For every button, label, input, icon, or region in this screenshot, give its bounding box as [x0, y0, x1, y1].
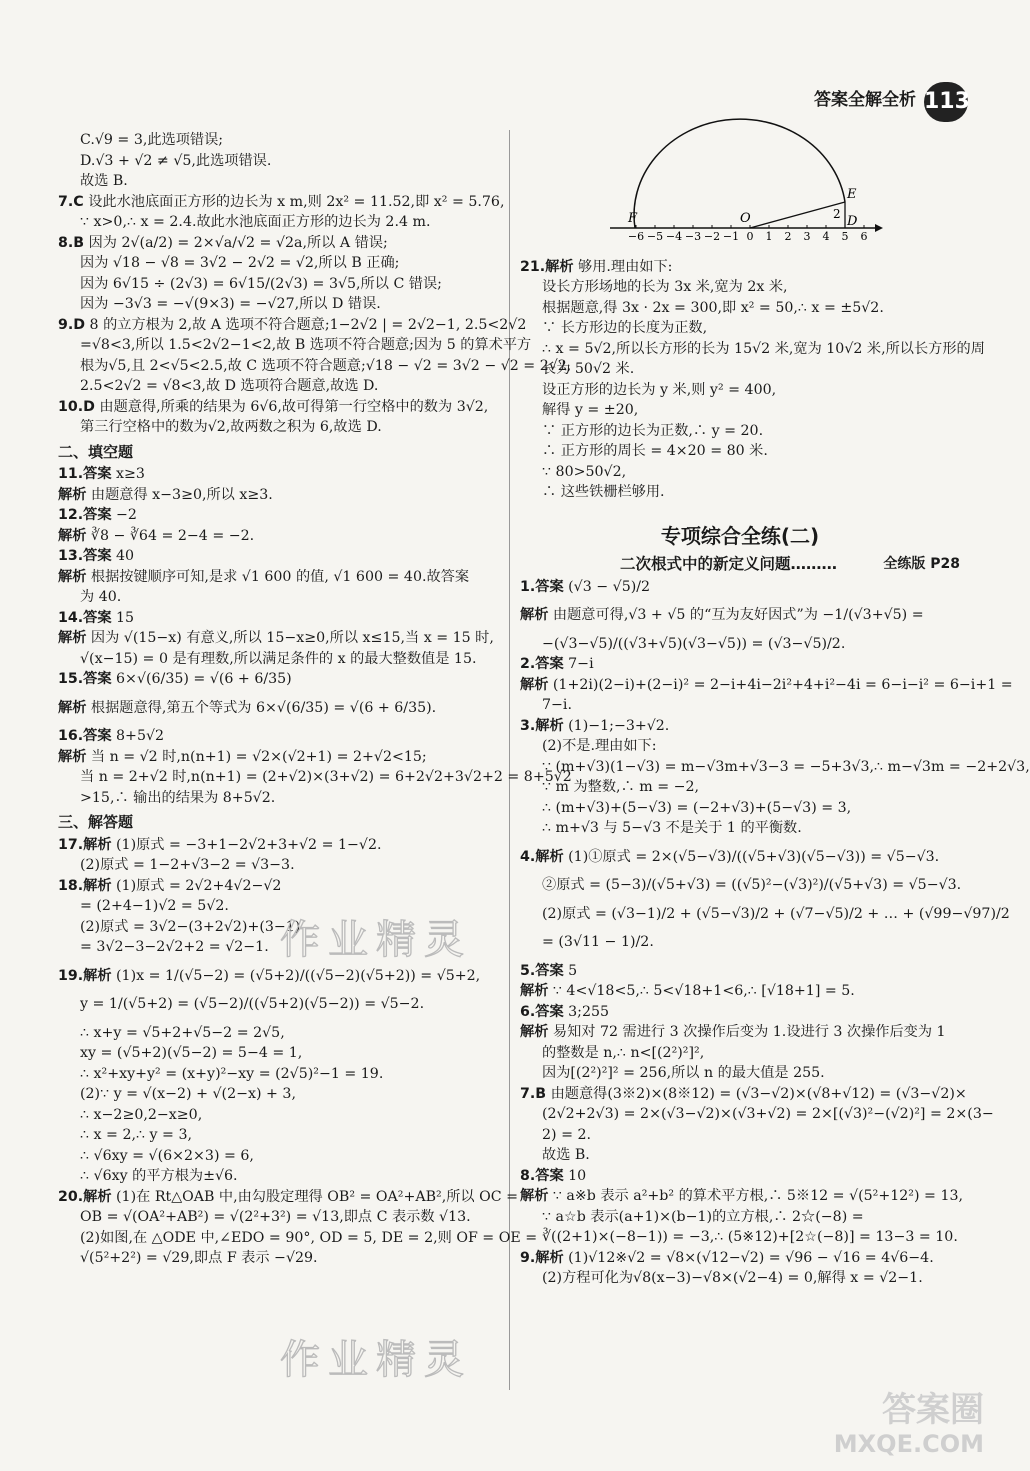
line-text: 7−i [563, 656, 594, 672]
tick-label: 4 [822, 230, 830, 243]
text-line [58, 1105, 498, 1126]
line-text: ∴ √6xy 的平方根为±√6. [80, 1168, 238, 1184]
spacer [58, 690, 498, 698]
line-text: −(√3−√5)/((√3+√5)(√3−√5)) = (√3−√5)/2. [542, 635, 846, 652]
line-text: ∴ √6xy = √(6×2×3) = 6, [80, 1147, 254, 1164]
question-number: 7.B [520, 1085, 547, 1102]
spacer [58, 718, 498, 726]
special-title: 专项综合全练(二) [660, 523, 820, 548]
text-line [520, 1268, 960, 1289]
text-line [520, 359, 960, 380]
line-text: 因为 √(15−x) 有意义,所以 15−x≥0,所以 x≤15,当 x = 15 时, [86, 630, 494, 646]
edition-tag: 全练版 P28 [883, 555, 960, 572]
text-line [58, 212, 498, 233]
line-text: ∴ (m+√3)+(5−√3) = (−2+√3)+(5−√3) = 3, [542, 799, 852, 816]
axis-arrow [875, 224, 883, 232]
text-line [520, 577, 960, 598]
label-O: O [740, 211, 751, 226]
question-number: 10.D [58, 398, 95, 415]
text-line [58, 876, 498, 897]
text-line [520, 1166, 960, 1187]
text-line [520, 1227, 960, 1248]
line-text: xy = (√5+2)(√5−2) = 5−4 = 1, [80, 1045, 303, 1061]
text-line [520, 695, 960, 716]
question-number: 解析 [520, 983, 549, 999]
question-number: 9.解析 [520, 1249, 564, 1266]
text-line [58, 1228, 538, 1249]
text-line [58, 966, 498, 987]
text-line [58, 628, 498, 649]
line-text: (1+2i)(2−i)+(2−i)² = 2−i+4i−2i²+4+i²−4i = 6−i−i² = 6−i+1 = [548, 676, 1013, 693]
text-line [58, 233, 498, 254]
segment-OE [750, 202, 845, 228]
spacer [520, 626, 960, 634]
text-line [58, 253, 498, 274]
question-number: 8.答案 [520, 1167, 564, 1184]
spacer [520, 867, 960, 875]
text-line [520, 421, 960, 442]
text-line [58, 171, 498, 192]
text-line [520, 1084, 967, 1105]
line-text: (1)①原式 = 2×(√5−√3)/((√5+√3)(√5−√3)) = √5−√3. [563, 848, 940, 865]
line-text: ∵ 正方形的边长为正数,∴ y = 20. [542, 422, 764, 439]
line-text: 40 [111, 548, 135, 564]
tick-label: 1 [765, 230, 773, 243]
line-text: (1)原式 = 2√2+4√2−√2 [111, 877, 282, 894]
text-line [520, 818, 960, 839]
question-number: 11.答案 [58, 466, 112, 482]
tick-label: 0 [746, 230, 754, 243]
text-line [520, 777, 960, 798]
line-text: = (3√11 − 1)/2. [542, 934, 654, 950]
line-text: >15,∴ 输出的结果为 8+5√2. [80, 789, 276, 806]
text-line [58, 1207, 498, 1228]
line-text: 设正方形的边长为 y 米,则 y² = 400, [542, 381, 777, 398]
question-number: 9.D [58, 316, 86, 333]
line-text: 设长方形场地的长为 3x 米,宽为 2x 米, [542, 279, 788, 295]
line-text: 当 n = √2 时,n(n+1) = √2×(√2+1) = 2+√2<15; [86, 748, 427, 765]
tick-label: 2 [784, 230, 792, 243]
text-line [520, 441, 960, 462]
line-text: 第三行空格中的数为√2,故两数之积为 6,故选 D. [80, 419, 382, 435]
tick-label: −5 [646, 230, 664, 243]
spacer [58, 986, 498, 994]
text-line [520, 675, 1013, 696]
line-text: 8+5√2 [111, 728, 165, 744]
line-text: (2)不是.理由如下: [542, 738, 657, 754]
line-text: (√3 − √5)/2 [563, 578, 651, 595]
question-number: 7.C [58, 193, 84, 210]
corner-logo [833, 1390, 984, 1461]
text-line [58, 356, 572, 377]
watermark-1: 作业精灵 [280, 917, 472, 963]
text-line [58, 1146, 498, 1167]
text-line [520, 277, 960, 298]
line-text: = (2+4−1)√2 = 5√2. [80, 898, 229, 914]
line-text: 6×√(6/35) = √(6 + 6/35) [111, 671, 292, 687]
line-text: ∵ x>0,∴ x = 2.4.故此水池底面正方形的边长为 2.4 m. [80, 214, 431, 230]
line-text: ∴ 正方形的周长 = 4×20 = 80 米. [542, 443, 768, 459]
text-line [520, 339, 985, 360]
tick-label: −4 [665, 230, 683, 243]
line-text: (1)在 Rt△OAB 中,由勾股定理得 OB² = OA²+AB²,所以 OC = [111, 1188, 519, 1205]
question-number: 解析 [520, 607, 549, 623]
text-line [520, 757, 1030, 778]
line-text: 因为 √18 − √8 = 3√2 − 2√2 = √2,所以 B 正确; [80, 255, 400, 271]
question-number: 6.答案 [520, 1003, 564, 1020]
line-text: ∵ 长方形边的长度为正数, [542, 320, 708, 336]
text-line [58, 1023, 498, 1044]
text-line [58, 669, 498, 690]
line-text: 故选 B. [542, 1147, 590, 1163]
line-text: 解得 y = ±20, [542, 402, 639, 418]
right-block-21 [520, 257, 985, 503]
tick-label: −6 [627, 230, 645, 243]
text-line [520, 1186, 964, 1207]
question-number: 17.解析 [58, 836, 112, 853]
question-number: 3.解析 [520, 717, 564, 734]
text-line [520, 298, 960, 319]
text-line [58, 747, 498, 768]
question-number: 解析 [520, 676, 549, 693]
line-text: 故选 B. [80, 173, 128, 189]
line-text: 由题意可得,√3 + √5 的“互为友好因式”为 −1/(√3+√5) = [548, 607, 924, 623]
tick-label: −1 [722, 230, 740, 243]
subtitle-text: 二次根式中的新定义问题……… [620, 554, 838, 573]
text-line [58, 1166, 498, 1187]
spacer [520, 896, 960, 904]
question-number: 5.答案 [520, 962, 564, 979]
label-E: E [847, 187, 857, 202]
line-text: 长为 50√2 米. [542, 361, 635, 377]
text-line [58, 855, 498, 876]
line-text: 根据题意得,第五个等式为 6×√(6/35) = √(6 + 6/35). [86, 699, 437, 716]
line-text: ∵ (m+√3)(1−√3) = m−√3m+√3−3 = −5+3√3,∴ m−√3m = −2+2√3, [542, 758, 1030, 775]
line-text: ∴ m+√3 与 5−√3 不是关于 1 的平衡数. [542, 820, 802, 836]
text-line [520, 961, 960, 982]
text-line [58, 698, 498, 719]
text-line [58, 274, 498, 295]
line-text: (2)方程可化为√8(x−3)−√8×(√2−4) = 0,解得 x = √2−1. [542, 1270, 923, 1286]
text-line [58, 726, 498, 747]
line-text: 因为[(2²)²]² = 256,所以 n 的最大值是 255. [542, 1065, 825, 1081]
question-number: 1.答案 [520, 578, 564, 595]
line-text: ∵ a☆b 表示(a+1)×(b−1)的立方根,∴ 2☆(−8) = [542, 1208, 864, 1225]
text-line [58, 1084, 498, 1105]
spacer [520, 924, 960, 932]
line-text: (1)−1;−3+√2. [563, 717, 670, 734]
line-text: 因为 −3√3 = −√(9×3) = −√27,所以 D 错误. [80, 296, 381, 312]
line-text: 因为 2√(a/2) = 2×√a/√2 = √2a,所以 A 错误; [84, 234, 388, 251]
question-number: 解析 [520, 1188, 549, 1204]
line-text: (2)原式 = 3√2−(3+2√2)+(3−1) [80, 918, 301, 935]
line-text: 设此水池底面正方形的边长为 x m,则 2x² = 11.52,即 x² = 5.76, [83, 193, 505, 210]
line-text: 因为 6√15 ÷ (2√3) = 6√15/(2√3) = 3√5,所以 C 错误; [80, 275, 442, 292]
question-number: 解析 [58, 748, 87, 765]
page-header [780, 82, 980, 122]
line-text: 10 [563, 1167, 587, 1184]
corner-logo-text: 答案圈 [882, 1390, 984, 1430]
line-text: C.√9 = 3,此选项错误; [80, 132, 224, 148]
line-text: ∛((2+1)×(−8−1)) = −3,∴ (5※12)+[2☆(−8)] = 13−3 = 10. [542, 1229, 958, 1245]
line-text: D.√3 + √2 ≠ √5,此选项错误. [80, 152, 272, 169]
text-line [58, 767, 572, 788]
line-text: 由题意得(3※2)×(8※12) = (√3−√2)×(√8+√12) = (√3−√2)× [546, 1085, 967, 1102]
line-text: 的整数是 n,∴ n<[(2²)²]², [542, 1044, 705, 1061]
text-line [58, 335, 532, 356]
line-text: y = 1/(√5+2) = (√5−2)/((√5+2)(√5−2)) = √5−2. [80, 996, 425, 1012]
text-line [520, 1145, 960, 1166]
page-number: 113 [924, 82, 968, 122]
line-text: √(5²+2²) = √29,即点 F 表示 −√29. [80, 1250, 318, 1266]
special-subtitle [520, 551, 960, 577]
line-text: (2)∵ y = √(x−2) + √(2−x) + 3, [80, 1086, 296, 1102]
line-text: ∴ x+y = √5+2+√5−2 = 2√5, [80, 1024, 285, 1041]
text-line [520, 605, 960, 626]
line-text: (2)原式 = (√3−1)/2 + (√5−√3)/2 + (√7−√5)/2 + … + (√99−√97)/2 [542, 905, 1010, 922]
section-heading: 二、填空题 [58, 442, 134, 461]
text-line [520, 400, 960, 421]
line-text: 当 n = 2+√2 时,n(n+1) = (2+√2)×(3+√2) = 6+2√2+3√2+2 = 8+5√2 [80, 769, 572, 785]
spacer [520, 597, 960, 605]
text-line [520, 716, 960, 737]
question-number: 2.答案 [520, 656, 564, 672]
text-line [58, 896, 498, 917]
line-text: =√8<3,所以 1.5<2√2−1<2,故 B 选项不符合题意;因为 5 的算术平方 [80, 337, 532, 353]
section-heading: 三、解答题 [58, 813, 134, 831]
question-number: 16.答案 [58, 728, 112, 744]
text-line [520, 1022, 960, 1043]
text-line [58, 485, 498, 506]
text-line [520, 1063, 960, 1084]
line-text: 由题意得,所乘的结果为 6√6,故可得第一行空格中的数为 3√2, [94, 398, 489, 415]
text-line [58, 376, 498, 397]
tick-label: −3 [684, 230, 702, 243]
line-text: 15 [111, 609, 135, 626]
watermark-2: 作业精灵 [280, 1337, 472, 1383]
line-text: (1)√12※√2 = √8×(√12−√2) = √96 − √16 = 4√6−4. [563, 1249, 934, 1266]
question-number: 19.解析 [58, 967, 112, 984]
text-line [58, 151, 498, 172]
number-line-figure [520, 130, 960, 243]
text-line [520, 462, 960, 483]
text-line [58, 1187, 519, 1208]
line-text: ∵ m 为整数,∴ m = −2, [542, 779, 700, 795]
text-line [58, 1043, 498, 1064]
text-line [520, 875, 960, 896]
text-line [58, 1248, 498, 1269]
text-line [520, 318, 960, 339]
text-line [58, 1064, 498, 1085]
line-text: 根据题意,得 3x · 2x = 300,即 x² = 50,∴ x = ±5√2. [542, 299, 884, 316]
text-line [58, 546, 498, 567]
text-line [520, 904, 1010, 925]
tick-label: −2 [703, 230, 721, 243]
question-number: 解析 [58, 630, 87, 646]
line-text: OB = √(OA²+AB²) = √(2²+3²) = √13,即点 C 表示数 √13. [80, 1209, 471, 1225]
text-line [520, 257, 960, 278]
question-number: 解析 [58, 486, 87, 503]
text-line [58, 649, 498, 670]
text-line [58, 417, 498, 438]
question-number: 8.B [58, 234, 85, 251]
text-line [58, 130, 498, 151]
tick-label: 5 [841, 230, 849, 243]
spacer [520, 839, 960, 847]
question-number: 解析 [58, 568, 87, 585]
line-text: ∵ a※b 表示 a²+b² 的算术平方根,∴ 5※12 = √(5²+12²) = 13, [548, 1188, 964, 1204]
line-text: (2)原式 = 1−2+√3−2 = √3−3. [80, 857, 295, 873]
line-text: (2√2+2√3) = 2×(√3−√2)×(√3+√2) = 2×[(√3)²−(√2)²] = 2×(3− [542, 1106, 994, 1122]
right-block-special [520, 577, 1030, 1289]
text-line [520, 380, 960, 401]
text-line [520, 798, 960, 819]
text-line [58, 788, 498, 809]
question-number: 14.答案 [58, 609, 112, 626]
line-text: 根据按键顺序可知,是求 √1 600 的值, √1 600 = 40.故答案 [86, 568, 470, 585]
text-line [520, 1248, 960, 1269]
line-text: 2.5<2√2 = √8<3,故 D 选项符合题意,故选 D. [80, 378, 379, 394]
line-text: ∴ x = 5√2,所以长方形的长为 15√2 米,宽为 10√2 米,所以长方形的周 [542, 340, 985, 357]
line-text: 8 的立方根为 2,故 A 选项不符合题意;1−2√2 | = 2√2−1, 2.5<2√2 [85, 316, 527, 333]
spacer [520, 953, 960, 961]
right-column [520, 130, 1030, 1289]
question-number: 15.答案 [58, 671, 112, 687]
line-text: 够用.理由如下: [573, 258, 673, 275]
line-text: ∴ x−2≥0,2−x≥0, [80, 1106, 203, 1123]
text-line [58, 192, 505, 213]
question-number: 解析 [58, 527, 87, 544]
line-text: ②原式 = (5−3)/(√5+√3) = ((√5)²−(√3)²)/(√5+√3) = √5−√3. [542, 877, 962, 893]
question-number: 20.解析 [58, 1188, 112, 1205]
text-line [520, 847, 960, 868]
text-line [58, 315, 527, 336]
text-line [58, 505, 498, 526]
line-text: 由题意得 x−3≥0,所以 x≥3. [86, 486, 273, 503]
line-text: 7−i. [542, 697, 572, 713]
text-line [520, 654, 960, 675]
question-number: 21.解析 [520, 258, 574, 275]
text-line [520, 482, 960, 503]
question-number: 12.答案 [58, 507, 112, 523]
label-2: 2 [833, 207, 841, 221]
text-line [520, 1002, 960, 1023]
line-text: 易知对 72 需进行 3 次操作后变为 1.设进行 3 次操作后变为 1 [548, 1024, 946, 1040]
line-text: x≥3 [111, 466, 145, 482]
line-text: ∴ 这些铁栅栏够用. [542, 484, 665, 500]
text-line [520, 736, 960, 757]
text-line [58, 397, 498, 418]
question-number: 13.答案 [58, 548, 112, 564]
text-line [520, 981, 960, 1002]
line-text: 3;255 [563, 1003, 610, 1020]
question-number: 4.解析 [520, 848, 564, 865]
line-text: −2 [111, 507, 137, 523]
corner-url: MXQE.COM [833, 1430, 984, 1458]
line-text: (1)原式 = −3+1−2√2+3+√2 = 1−√2. [111, 836, 382, 853]
question-number: 解析 [520, 1024, 549, 1040]
line-text: ∵ 4<√18<5,∴ 5<√18+1<6,∴ [√18+1] = 5. [548, 983, 855, 999]
text-line [520, 1104, 994, 1125]
line-text: = 3√2−3−2√2+2 = √2−1. [80, 939, 269, 955]
spacer [58, 1015, 498, 1023]
line-text: 2) = 2. [542, 1126, 592, 1143]
text-line [58, 608, 498, 629]
text-line [520, 1125, 960, 1146]
line-text: ∛8 − ∛64 = 2−4 = −2. [86, 527, 255, 544]
header-title: 答案全解全析 [814, 90, 916, 110]
text-line [58, 1125, 498, 1146]
line-text: (2)如图,在 △ODE 中,∠EDO = 90°, OD = 5, DE = 2,则 OF = OE = [80, 1229, 538, 1246]
text-line [58, 835, 498, 856]
text-line [520, 634, 960, 655]
label-D: D [847, 214, 858, 229]
text-line [58, 294, 498, 315]
line-text: 5 [563, 962, 578, 979]
text-line [58, 464, 498, 485]
text-line [58, 587, 498, 608]
line-text: 根为√5,且 2<√5<2.5,故 C 选项不符合题意;√18 − √2 = 3√2 − √2 = 2√2, [80, 357, 572, 374]
line-text: ∴ x²+xy+y² = (x+y)²−xy = (2√5)²−1 = 19. [80, 1065, 384, 1082]
text-line [520, 1043, 960, 1064]
text-line [58, 526, 498, 547]
text-line [58, 567, 498, 588]
line-text: (1)x = 1/(√5−2) = (√5+2)/((√5−2)(√5+2)) = √5+2, [111, 967, 481, 984]
tick-label: 3 [803, 230, 811, 243]
question-number: 18.解析 [58, 877, 112, 894]
line-text: ∴ x = 2,∴ y = 3, [80, 1127, 192, 1143]
label-F: F [628, 211, 638, 226]
tick-label: 6 [860, 230, 868, 243]
text-line [58, 994, 498, 1015]
text-line [520, 932, 960, 953]
line-text: ∵ 80>50√2, [542, 463, 627, 480]
question-number: 解析 [58, 699, 87, 716]
line-text: √(x−15) = 0 是有理数,所以满足条件的 x 的最大整数值是 15. [80, 650, 477, 667]
text-line [520, 1207, 960, 1228]
line-text: 为 40. [80, 589, 122, 605]
